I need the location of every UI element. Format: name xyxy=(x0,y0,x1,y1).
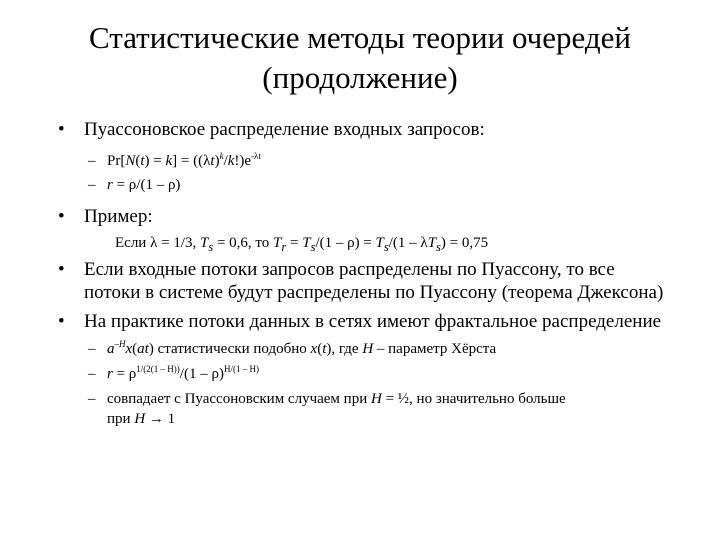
formula-part: ( xyxy=(132,341,138,357)
formula-subscript: s xyxy=(436,240,441,254)
formula-part: = xyxy=(286,235,303,251)
formula-part: ) = xyxy=(144,153,166,169)
formula-part: r xyxy=(107,177,113,193)
bullet-text: Пуассоновское распределение входных запросов: xyxy=(84,119,485,140)
dash-marker: – xyxy=(88,153,96,169)
poisson-comparison-line-2 xyxy=(107,410,175,429)
formula-self-similarity xyxy=(88,340,496,359)
bullet-text: На практике потоки данных в сетях имеют фрактальное распределение xyxy=(84,311,662,332)
formula-subscript: s xyxy=(310,240,316,254)
bullet-text: Пример: xyxy=(84,206,153,227)
formula-part: k xyxy=(227,153,235,169)
bullet-marker: • xyxy=(58,206,65,227)
dash-marker: – xyxy=(88,366,96,382)
formula-part: T xyxy=(199,235,209,251)
formula-subscript: r xyxy=(281,240,287,254)
dash-marker: – xyxy=(88,391,96,407)
text-part: → 1 xyxy=(145,411,176,427)
formula-part: H xyxy=(362,341,374,357)
formula-part: = ρ/(1 – ρ) xyxy=(112,177,181,193)
formula-part: = ρ xyxy=(112,366,137,382)
formula-part: ), где xyxy=(326,341,363,357)
formula-r-fractal xyxy=(88,365,259,384)
formula-superscript: -λt xyxy=(251,151,261,161)
formula-part: !)e xyxy=(234,153,252,169)
bullet-poisson-distribution xyxy=(58,118,485,141)
formula-r-value xyxy=(88,176,180,195)
text-part: = ½, но значительно больше xyxy=(381,391,566,407)
bullet-marker: • xyxy=(58,119,65,140)
formula-part: /(1 – ρ) xyxy=(179,366,224,382)
formula-part: x xyxy=(125,341,133,357)
slide-title-line-2: (продолжение) xyxy=(262,60,458,95)
formula-part: a xyxy=(107,341,115,357)
bullet-text-line-1: Если входные потоки запросов распределены по Пуассону, то все xyxy=(84,259,615,280)
formula-part: N xyxy=(125,153,136,169)
formula-part: t xyxy=(322,341,327,357)
formula-part: T xyxy=(427,235,437,251)
bullet-marker: • xyxy=(58,259,65,280)
formula-part: T xyxy=(302,235,311,251)
formula-part: r xyxy=(107,366,113,382)
formula-superscript: –H xyxy=(114,339,126,349)
text-part: при xyxy=(107,411,135,427)
formula-part: ) xyxy=(214,153,220,169)
slide-title xyxy=(0,18,720,98)
dash-marker: – xyxy=(88,177,96,193)
formula-part: Если λ = 1/3, xyxy=(115,235,200,251)
formula-part: at xyxy=(137,341,149,357)
text-part: H xyxy=(370,391,382,407)
formula-part: t xyxy=(140,153,145,169)
text-part: H xyxy=(134,411,146,427)
bullet-marker: • xyxy=(58,311,65,332)
bullet-fractal-distribution xyxy=(58,310,661,333)
formula-part: = 0,6, то xyxy=(213,235,274,251)
formula-part: x xyxy=(310,341,318,357)
poisson-comparison-line-1 xyxy=(88,390,566,409)
formula-part: / xyxy=(223,153,228,169)
formula-part: ( xyxy=(135,153,141,169)
slide-title-line-1: Статистические методы теории очередей xyxy=(89,20,631,55)
formula-part: t xyxy=(210,153,215,169)
formula-part: /(1 – λ xyxy=(388,235,428,251)
formula-part: – параметр Хёрста xyxy=(373,341,497,357)
formula-part: k xyxy=(165,153,173,169)
dash-marker: – xyxy=(88,341,96,357)
formula-part: ) = 0,75 xyxy=(440,235,489,251)
formula-part: Pr[ xyxy=(107,153,126,169)
formula-part: ] = ((λ xyxy=(172,153,211,169)
formula-superscript: 1/(2(1 – H)) xyxy=(136,364,180,374)
formula-part: ) статистически подобно xyxy=(148,341,311,357)
formula-part: T xyxy=(375,235,384,251)
text-part: совпадает с Пуассоновским случаем при xyxy=(107,391,371,407)
bullet-jackson-theorem xyxy=(58,258,615,281)
formula-part: ( xyxy=(317,341,323,357)
bullet-text-line-2: потоки в системе будут распределены по Пуассону (теорема Джексона) xyxy=(84,282,664,303)
example-formula xyxy=(115,234,488,257)
formula-poisson-probability xyxy=(88,152,261,171)
formula-part: /(1 – ρ) = xyxy=(315,235,376,251)
formula-superscript: k xyxy=(219,151,224,161)
formula-subscript: s xyxy=(383,240,389,254)
formula-part: T xyxy=(273,235,282,251)
bullet-example xyxy=(58,205,153,228)
formula-subscript: s xyxy=(208,240,214,254)
formula-superscript: H/(1 – H) xyxy=(223,364,259,374)
